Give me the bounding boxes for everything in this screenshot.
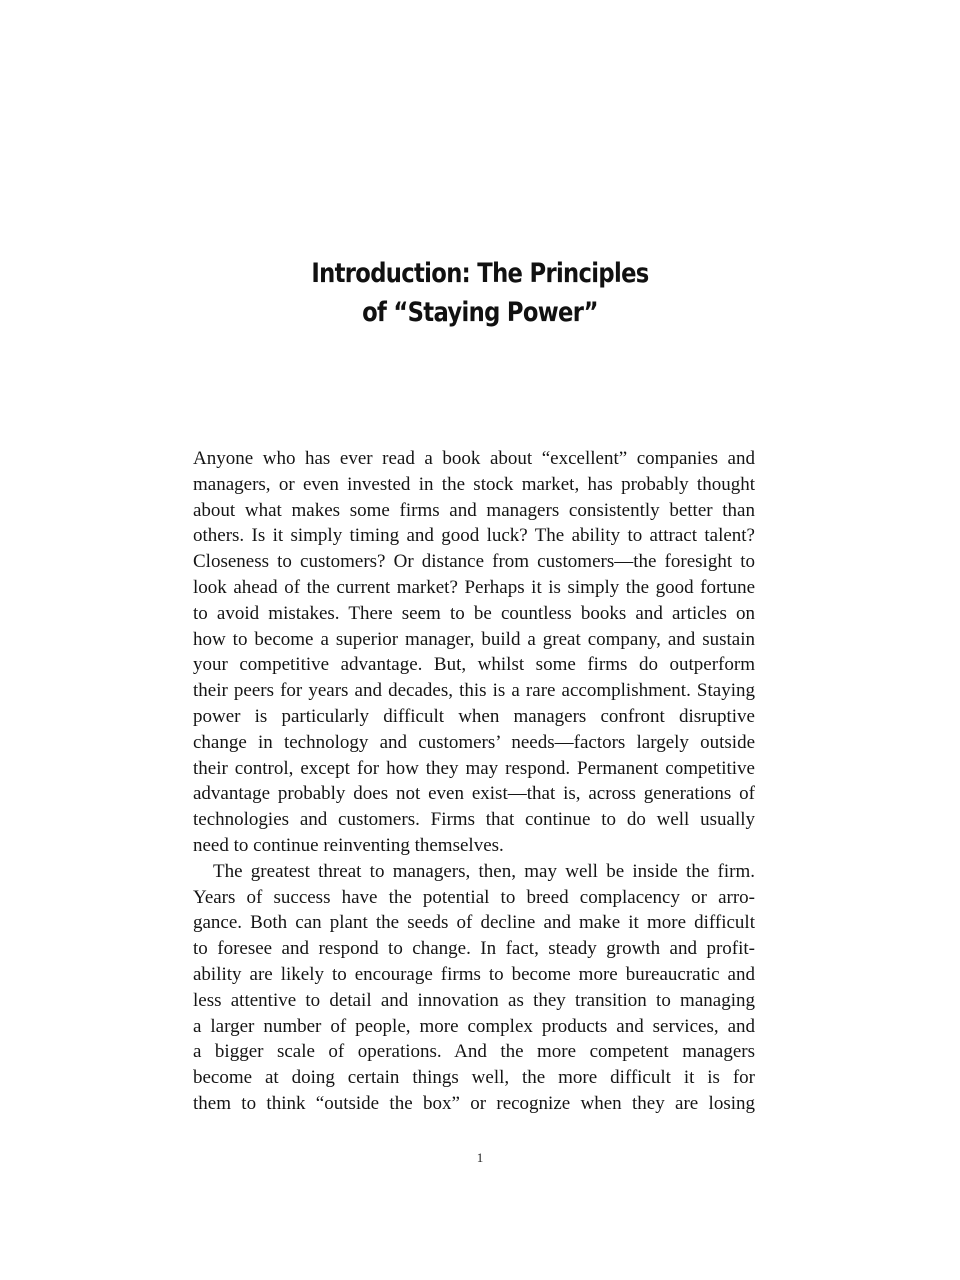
text-line: about what makes some firms and managers consistently better than (193, 499, 755, 521)
paragraph-2 (193, 859, 755, 1117)
chapter-title-line-1: Introduction: The Principles (311, 258, 649, 289)
text-line: their control, except for how they may respond. Permanent competitive (193, 757, 755, 779)
text-line: their peers for years and decades, this is a rare accomplishment. Staying (193, 680, 755, 702)
text-line: power is particularly difficult when managers confront disruptive (193, 705, 755, 727)
text-line: become at doing certain things well, the more difficult it is for (193, 1067, 755, 1089)
text-line: a larger number of people, more complex products and services, and (193, 1015, 755, 1037)
text-line: Closeness to customers? Or distance from customers—the foresight to (193, 551, 755, 573)
text-line: them to think “outside the box” or recognize when they are losing (193, 1092, 755, 1114)
text-line: ability are likely to encourage firms to become more bureaucratic and (193, 963, 755, 985)
text-line: The greatest threat to managers, then, may well be inside the firm. (213, 860, 755, 882)
text-line: less attentive to detail and innovation as they transition to managing (193, 989, 755, 1011)
body-text (193, 446, 755, 1117)
text-line: gance. Both can plant the seeds of decline and make it more difficult (193, 912, 755, 934)
text-line: how to become a superior manager, build a great company, and sustain (193, 628, 755, 650)
text-line: your competitive advantage. But, whilst some firms do outperform (193, 654, 755, 676)
text-line: Anyone who has ever read a book about “excellent” companies and (193, 448, 755, 469)
paragraph-1 (193, 446, 755, 859)
text-line: a bigger scale of operations. And the more competent managers (193, 1041, 755, 1063)
text-line: Years of success have the potential to breed complacency or arro- (193, 886, 755, 908)
text-line: to foresee and respond to change. In fact, steady growth and profit- (193, 938, 755, 960)
text-line: look ahead of the current market? Perhaps it is simply the good fortune (193, 576, 755, 598)
chapter-title (77, 254, 883, 332)
text-line: managers, or even invested in the stock market, has probably thought (193, 473, 755, 495)
chapter-title-line-2: of “Staying Power” (362, 297, 598, 328)
text-line: need to continue reinventing themselves. (193, 834, 504, 856)
text-line: others. Is it simply timing and good luck? The ability to attract talent? (193, 525, 755, 547)
text-line: technologies and customers. Firms that continue to do well usually (193, 809, 755, 831)
text-line: to avoid mistakes. There seem to be countless books and articles on (193, 602, 755, 624)
text-line: change in technology and customers’ needs—factors largely outside (193, 731, 755, 753)
page-number: 1 (476, 1150, 484, 1165)
text-line: advantage probably does not even exist—that is, across generations of (193, 783, 755, 805)
